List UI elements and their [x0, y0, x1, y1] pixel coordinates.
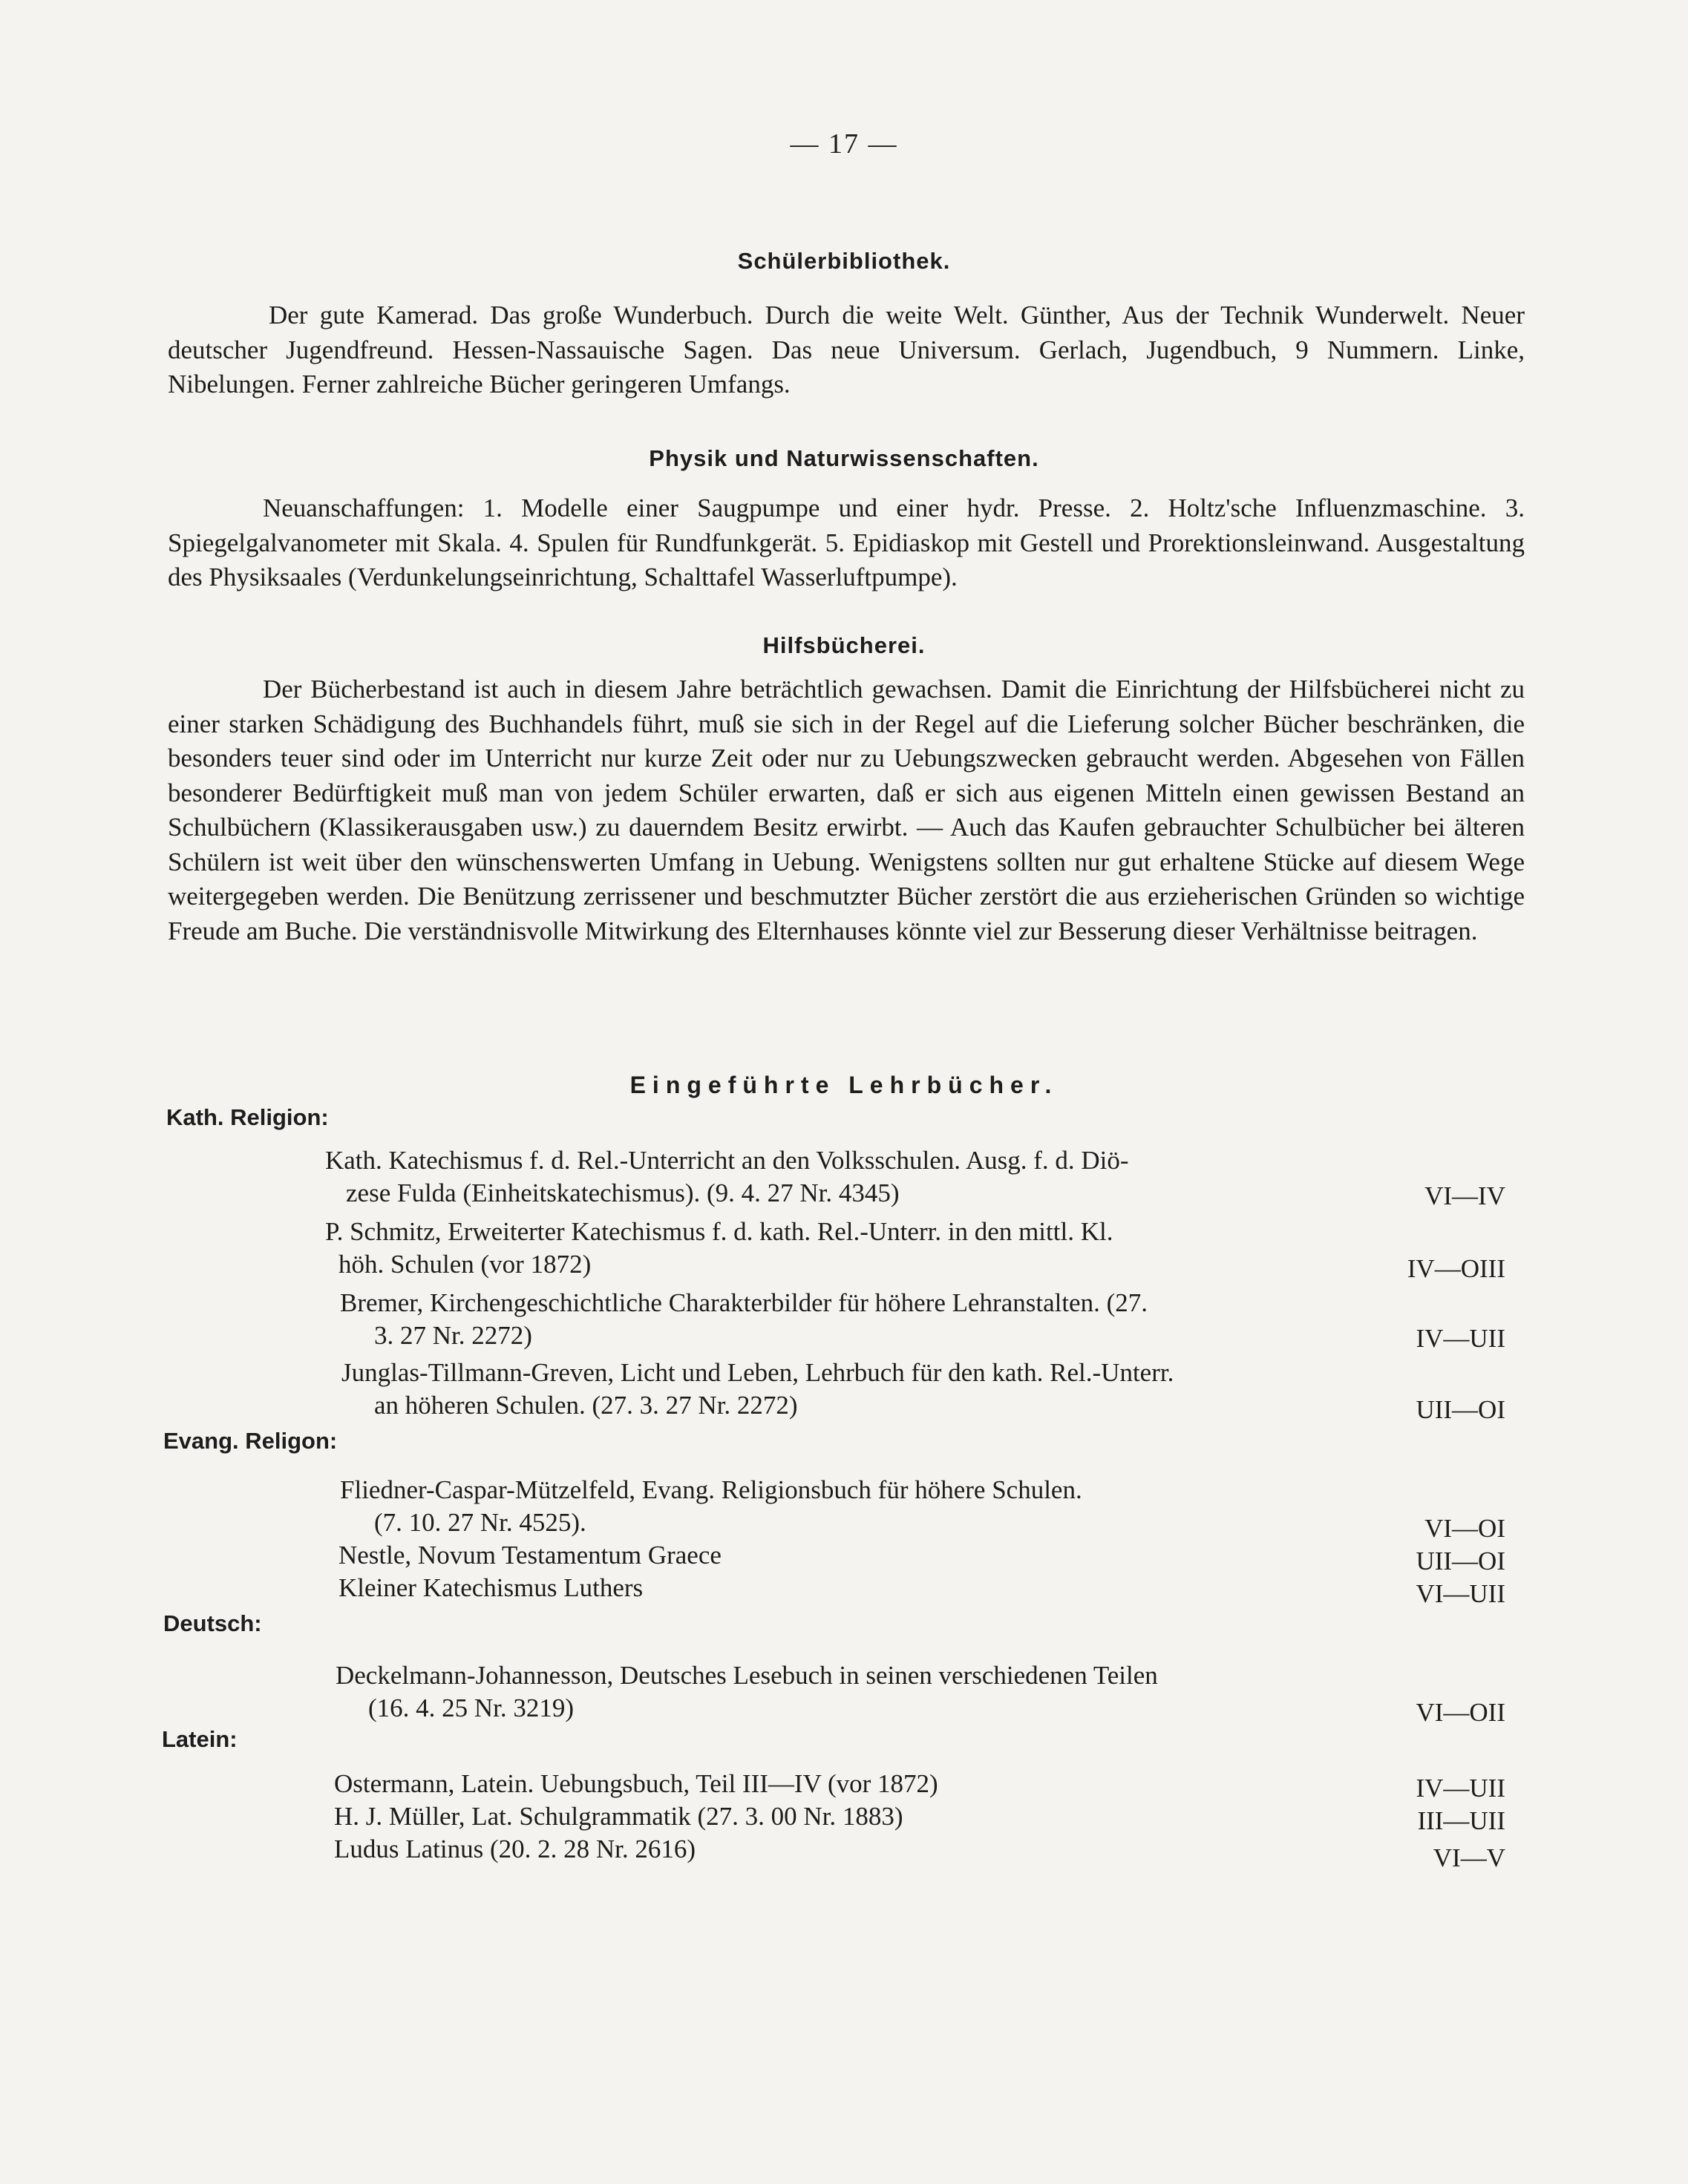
grade-range: UII—OI: [1416, 1547, 1505, 1575]
book-entry: Junglas-Tillmann-Greven, Licht und Leben, Lehrbuch für den kath. Rel.-Unterr. an höheren Schulen. (27. 3. 27 Nr. 2272): [341, 1358, 1174, 1420]
grade-range: IV—UII: [1416, 1774, 1505, 1803]
book-entry: Bremer, Kirchengeschichtliche Charakterbilder für höhere Lehranstalten. (27. 3. 27 Nr. 2272): [340, 1288, 1148, 1350]
grade-range: IV—UII: [1416, 1324, 1505, 1353]
section-title-schuelerbibliothek: Schülerbibliothek.: [737, 248, 951, 274]
grade-range: VI—OII: [1416, 1698, 1505, 1727]
section-title-hilfsbuecherei: Hilfsbücherei.: [762, 632, 926, 658]
subject-label: Deutsch:: [163, 1610, 262, 1636]
schuelerbibliothek-text: Der gute Kamerad. Das große Wunderbuch. Durch die weite Welt. Günther, Aus der Technik Wunderwelt. Neuer deutscher Jugendfreund. Hessen-Nassauische Sagen. Das neue Universum. Gerlach, Jugendbuch, 9 Nummern. Linke, Nibelungen. Ferner zahlreiche Bücher geringeren Umfangs.: [168, 301, 1525, 399]
section-title-lehrbuecher: Eingeführte Lehrbücher.: [629, 1072, 1059, 1098]
grade-range: VI—OI: [1424, 1514, 1505, 1543]
subject-label: Latein:: [162, 1726, 238, 1752]
grade-range: UII—OI: [1416, 1395, 1505, 1424]
physik-text: Neuanschaffungen: 1. Modelle einer Saugpumpe und einer hydr. Presse. 2. Holtz'sche Influenzmaschine. 3. Spiegelgalvanometer mit Skala. 4. Spulen für Rundfunkgerät. 5. Epidiaskop mit Gestell und Prorektionsleinwand. Ausgestaltung des Physiksaales (Verdunkelungseinrichtung, Schalttafel Wasserluftpumpe).: [168, 493, 1525, 591]
book-entry: Kath. Katechismus f. d. Rel.-Unterricht an den Volksschulen. Ausg. f. d. Diö- zese Fulda (Einheitskatechismus). (9. 4. 27 Nr. 4345): [325, 1146, 1129, 1207]
hilfsbuecherei-text: Der Bücherbestand ist auch in diesem Jahre beträchtlich gewachsen. Damit die Einrichtung der Hilfsbücherei nicht zu einer starken Schädigung des Buchhandels führt, muß sie sich in der Regel auf die Lieferung solcher Bücher beschränken, die besonders teuer sind oder im Unterricht nur kurze Zeit oder nur zu Uebungszwecken gebraucht werden. Abgesehen von Fällen besonderer Bedürftigkeit muß man von jedem Schüler erwarten, daß er sich aus eigenen Mitteln einen gewissen Bestand an Schulbüchern (Klassikerausgaben usw.) zu dauerndem Besitz erwirbt. — Auch das Kaufen gebrauchter Schulbücher bei älteren Schülern ist weit über den wünschenswerten Umfang in Uebung. Wenigstens sollten nur gut erhaltene Stücke auf diesem Wege weitergegeben werden. Die Benützung zerrissener und beschmutzter Bücher zerstört die aus erzieherischen Gründen so wichtige Freude am Buche. Die verständnisvolle Mitwirkung des Elternhauses könnte viel zur Besserung dieser Verhältnisse beitragen.: [168, 675, 1525, 945]
book-entry: Deckelmann-Johannesson, Deutsches Lesebuch in seinen verschiedenen Teilen (16. 4. 25 Nr. 3219): [336, 1661, 1158, 1722]
book-entry: P. Schmitz, Erweiterter Katechismus f. d. kath. Rel.-Unterr. in den mittl. Kl. höh. Schulen (vor 1872): [325, 1217, 1113, 1279]
book-entry: Nestle, Novum Testamentum Graece: [338, 1541, 722, 1570]
grade-range: III—UII: [1417, 1806, 1505, 1835]
book-entry: Ostermann, Latein. Uebungsbuch, Teil III—IV (vor 1872): [334, 1769, 938, 1798]
subject-label: Evang. Religon:: [163, 1428, 338, 1454]
grade-range: VI—V: [1433, 1843, 1505, 1872]
page-number: — 17 —: [790, 128, 898, 160]
book-entry: Kleiner Katechismus Luthers: [338, 1573, 644, 1602]
section-title-physik: Physik und Naturwissenschaften.: [649, 445, 1039, 471]
grade-range: VI—UII: [1416, 1579, 1505, 1608]
grade-range: VI—IV: [1424, 1181, 1505, 1210]
book-entry: H. J. Müller, Lat. Schulgrammatik (27. 3. 00 Nr. 1883): [334, 1802, 903, 1831]
subject-label: Kath. Religion:: [166, 1104, 329, 1130]
grade-range: IV—OIII: [1407, 1254, 1505, 1283]
book-entry: Ludus Latinus (20. 2. 28 Nr. 2616): [334, 1834, 696, 1863]
book-entry: Fliedner-Caspar-Mützelfeld, Evang. Religionsbuch für höhere Schulen. (7. 10. 27 Nr. 4525).: [340, 1475, 1082, 1537]
